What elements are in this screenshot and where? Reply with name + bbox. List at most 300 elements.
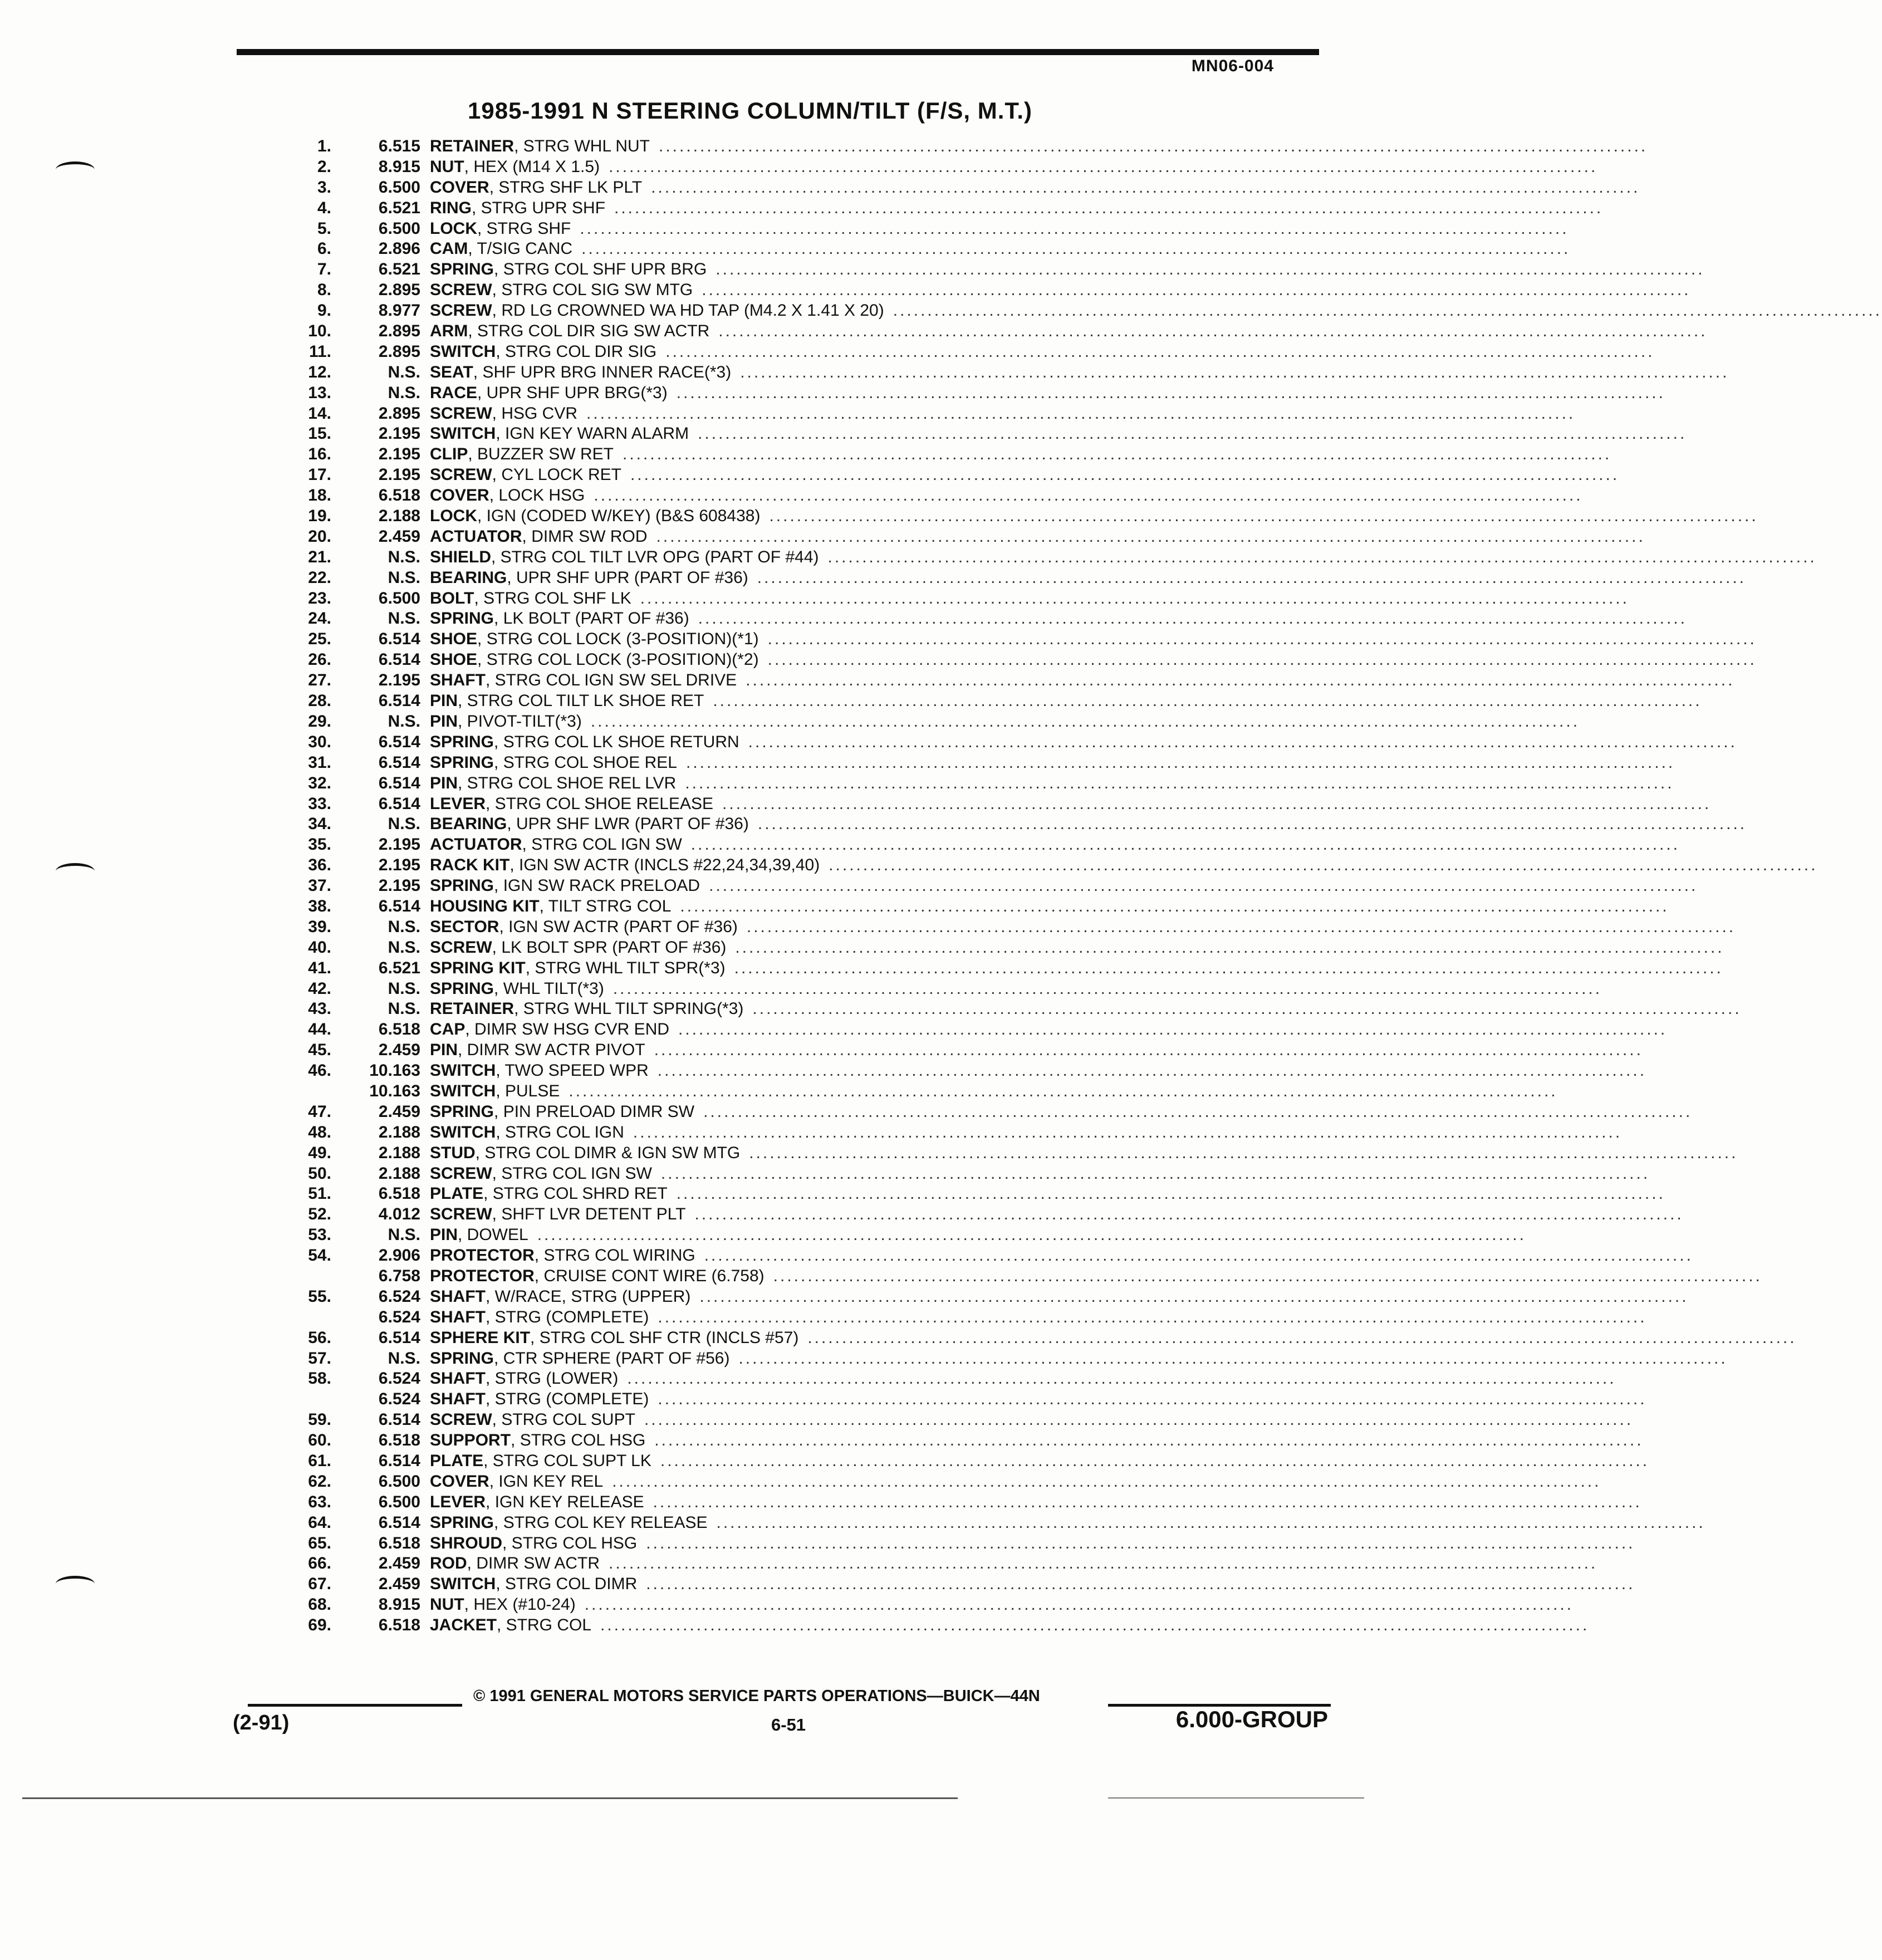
group-number: 6.524 [378,1307,420,1326]
part-name: PIN [430,712,458,731]
dot-leader: ................................................................................................................................................ [686,753,1675,772]
part-detail: , PIVOT-TILT(*3) [458,712,582,731]
part-name: SWITCH [430,1123,496,1141]
part-description [430,239,1571,259]
group-number: N.S. [388,979,420,998]
dot-leader: ................................................................................................................................................ [746,917,1736,936]
group-number: 6.524 [378,1390,420,1409]
dot-leader: ................................................................................................................................................ [757,568,1746,587]
part-name: SCREW [430,281,492,300]
group-number: 6.514 [378,794,420,813]
part-detail: , DIMR SW ROD [522,527,648,546]
dot-leader: ................................................................................................................................................ [734,958,1723,977]
part-row [290,1513,1705,1533]
part-description [430,1328,1797,1349]
dot-leader: ................................................................................................................................................ [654,1431,1644,1450]
group-number: 2.906 [378,1246,420,1265]
part-description [430,1430,1644,1451]
item-number: 57. [308,1349,331,1368]
item-number: 8. [317,281,331,300]
group-number: 6.500 [378,589,420,607]
part-detail: , STRG COL HSG [511,1431,646,1450]
part-detail: , STRG COL LK SHOE RETURN [494,732,739,751]
group-number: 4.012 [378,1205,420,1224]
item-number: 38. [308,896,331,915]
part-name: NUT [430,1595,464,1614]
group-number: 2.459 [378,527,420,546]
part-detail: , STRG COL KEY RELEASE [494,1513,708,1532]
part-description [430,280,1691,301]
part-name: SECTOR [430,917,499,936]
part-name: SPRING [430,876,494,895]
part-description [430,383,1665,404]
group-number: N.S. [388,383,420,402]
dot-leader: ................................................................................................................................................ [769,507,1758,526]
part-name: SWITCH [430,342,496,361]
part-detail: , STRG COL SHF LK [474,589,631,607]
part-description [430,1081,1558,1102]
part-name: SHAFT [430,671,486,690]
part-name: SPHERE KIT [430,1328,531,1347]
part-row [290,773,1674,794]
part-detail: , IGN KEY RELEASE [486,1492,644,1511]
dot-leader: ................................................................................................................................................ [651,178,1640,197]
group-number: 2.459 [378,1575,420,1594]
part-row [290,794,1712,815]
part-description [430,1184,1665,1204]
part-name: SEAT [430,362,473,381]
item-number: 11. [308,342,331,361]
part-detail: , DIMR SW ACTR PIVOT [458,1041,645,1060]
group-number: 6.524 [378,1369,420,1388]
part-description [430,219,1569,239]
dot-leader: ................................................................................................................................................ [773,1266,1762,1285]
part-description [430,465,1620,486]
part-row [290,938,1724,958]
part-row [290,198,1604,219]
part-name: PIN [430,1226,458,1244]
part-detail: , STRG COL IGN SW [492,1164,652,1183]
part-row [290,362,1729,383]
item-number: 29. [308,712,331,731]
item-number: 7. [317,260,331,279]
part-detail: , LK BOLT (PART OF #36) [494,609,689,628]
part-description [430,547,1817,568]
part-detail: , IGN SW ACTR (PART OF #36) [499,917,738,936]
dot-leader: ................................................................................................................................................ [644,1410,1634,1429]
part-name: SWITCH [430,1575,496,1594]
part-row [290,1266,1762,1287]
item-number: 21. [308,547,331,566]
item-number: 24. [308,609,331,628]
margin-mark [56,1576,95,1592]
part-detail: , PULSE [496,1081,560,1100]
group-number: N.S. [388,547,420,566]
item-number: 10. [308,322,331,341]
dot-leader: ................................................................................................................................................ [703,1102,1693,1121]
part-name: SHOE [430,650,478,669]
item-number: 19. [308,507,331,526]
part-row [290,465,1620,486]
part-description [430,589,1629,609]
part-detail: , DOWEL [458,1226,528,1244]
part-name: CAM [430,239,468,258]
part-name: NUT [430,157,464,176]
part-row [290,404,1576,424]
part-description [430,732,1737,753]
part-row [290,1143,1738,1164]
part-description [430,424,1687,444]
group-number: N.S. [388,917,420,936]
part-row [290,979,1602,999]
part-detail: , STRG COL SHOE REL LVR [458,773,677,792]
part-description [430,157,1598,178]
part-detail: , HEX (#10-24) [464,1595,576,1614]
item-number: 15. [308,424,331,443]
part-description [430,1040,1643,1061]
dot-leader: ................................................................................................................................................ [698,609,1687,628]
item-number: 3. [317,178,331,197]
group-number: N.S. [388,999,420,1018]
group-number: 2.195 [378,671,420,690]
dot-leader: ................................................................................................................................................ [665,342,1655,361]
dot-leader: ................................................................................................................................................ [694,1205,1684,1224]
part-description [430,896,1669,917]
part-description [430,1595,1574,1615]
dot-leader: ................................................................................................................................................ [735,938,1724,957]
dot-leader: ................................................................................................................................................ [718,322,1708,341]
part-detail: , STRG COL TILT LK SHOE RET [458,692,704,710]
part-name: PIN [430,692,458,710]
group-number: 2.459 [378,1554,420,1573]
part-detail: , STRG (COMPLETE) [486,1390,649,1409]
part-row [290,383,1665,404]
item-number: 41. [308,958,331,977]
part-name: ACTUATOR [430,835,522,854]
part-description [430,1204,1684,1225]
part-row [290,301,1882,321]
part-name: PIN [430,773,458,792]
part-detail: , STRG COL IGN SW [522,835,682,854]
part-description [430,404,1576,424]
group-number: 6.518 [378,1533,420,1552]
part-name: SCREW [430,404,492,423]
dot-leader: ................................................................................................................................................ [722,794,1712,813]
item-number: 37. [308,876,331,895]
part-detail: , DIMR SW HSG CVR END [465,1020,670,1039]
item-number: 61. [308,1452,331,1470]
part-detail: , STRG COL SHRD RET [483,1184,668,1203]
dot-leader: ................................................................................................................................................ [699,1287,1689,1306]
dot-leader: ................................................................................................................................................ [678,1020,1668,1039]
part-row [290,1451,1650,1472]
part-detail: , STRG (LOWER) [486,1369,619,1388]
part-row [290,1204,1684,1225]
item-number: 42. [308,979,331,998]
part-detail: , STRG COL [497,1616,592,1635]
part-description [430,1554,1598,1574]
part-row [290,691,1702,712]
item-number: 39. [308,917,331,936]
part-description [430,814,1747,835]
part-description [430,1164,1650,1184]
group-number: 2.195 [378,445,420,464]
part-detail: , STRG COL LOCK (3-POSITION)(*1) [477,630,759,649]
part-row [290,855,1818,876]
part-description [430,753,1675,773]
part-description [430,1349,1728,1369]
part-description [430,1246,1693,1266]
part-description [430,362,1729,383]
part-row [290,629,1757,650]
group-number: 6.521 [378,958,420,977]
part-description [430,527,1645,547]
group-number: 2.895 [378,342,420,361]
part-name: LEVER [430,794,486,813]
group-number: 6.514 [378,650,420,669]
part-name: PLATE [430,1452,484,1470]
part-row [290,650,1757,670]
part-detail: , DIMR SW ACTR [467,1554,600,1573]
part-row [290,527,1645,547]
part-row [290,1123,1623,1143]
group-number: 2.459 [378,1102,420,1121]
part-description [430,1410,1634,1430]
part-row [290,1574,1635,1595]
part-row [290,1102,1693,1123]
item-number: 44. [308,1020,331,1039]
group-number: N.S. [388,712,420,731]
part-row [290,136,1648,157]
part-name: SPRING [430,1102,494,1121]
margin-mark [56,863,95,879]
part-row [290,609,1687,629]
group-number: 6.518 [378,1616,420,1635]
part-detail: , STRG COL DIR SIG [496,342,657,361]
margin-mark [56,161,95,178]
part-row [290,999,1742,1020]
item-number: 58. [308,1369,331,1388]
item-number: 4. [317,198,331,217]
group-number: 6.518 [378,1431,420,1450]
part-detail: , SHF UPR BRG INNER RACE(*3) [473,362,732,381]
part-description [430,938,1724,958]
part-name: SHROUD [430,1533,503,1552]
part-detail: , STRG COL IGN SW SEL DRIVE [486,671,737,690]
part-name: SHAFT [430,1287,486,1306]
group-number: 2.896 [378,239,420,258]
part-row [290,1246,1693,1266]
part-detail: , PIN PRELOAD DIMR SW [494,1102,695,1121]
part-row [290,444,1612,465]
part-name: COVER [430,486,489,505]
item-number: 27. [308,671,331,690]
part-name: SHAFT [430,1390,486,1409]
dot-leader: ................................................................................................................................................ [646,1533,1635,1552]
part-description [430,198,1604,219]
dot-leader: ................................................................................................................................................ [614,198,1604,217]
group-number: 6.518 [378,1020,420,1039]
part-row [290,1225,1526,1246]
part-detail: , IGN SW ACTR (INCLS #22,24,34,39,40) [509,856,820,875]
dot-leader: ................................................................................................................................................ [680,896,1669,915]
group-number: 6.514 [378,1513,420,1532]
part-row [290,835,1680,855]
dot-leader: ................................................................................................................................................ [660,1452,1650,1470]
part-name: LOCK [430,219,477,238]
dot-leader: ................................................................................................................................................ [702,281,1691,300]
part-name: SPRING [430,1349,494,1368]
item-number: 64. [308,1513,331,1532]
group-number: 6.514 [378,773,420,792]
part-row [290,1040,1643,1061]
group-number: 2.895 [378,322,420,341]
part-name: HOUSING KIT [430,896,540,915]
item-number: 31. [308,753,331,772]
group-number: 6.514 [378,1410,420,1429]
part-detail: , STRG COL SHF UPR BRG [494,260,707,279]
group-label: 6.000-GROUP [1175,1706,1328,1732]
dot-leader: ................................................................................................................................................ [594,486,1583,505]
group-number: 6.524 [378,1287,420,1306]
part-description [430,1307,1647,1328]
part-row [290,239,1571,259]
part-row [290,259,1705,280]
dot-leader: ................................................................................................................................................ [612,979,1602,998]
part-row [290,1533,1635,1554]
dot-leader: ................................................................................................................................................ [738,1349,1728,1368]
item-number: 49. [308,1143,331,1162]
part-detail: , UPR SHF UPR BRG(*3) [477,383,668,402]
item-number: 67. [308,1575,331,1594]
part-description [430,979,1602,999]
item-number: 53. [308,1226,331,1244]
part-description [430,1143,1738,1164]
dot-leader: ................................................................................................................................................ [709,876,1698,895]
part-row [290,321,1708,342]
group-number: 2.195 [378,876,420,895]
part-row [290,486,1583,506]
part-description [430,1451,1650,1472]
part-detail: , STRG UPR SHF [472,198,606,217]
part-name: BEARING [430,568,507,587]
copyright-notice: © 1991 GENERAL MOTORS SERVICE PARTS OPERATIONS—BUICK—44N [473,1687,1040,1705]
part-detail: , STRG COL DIR SIG SW ACTR [468,322,710,341]
part-row [290,1287,1689,1307]
page-title: 1985-1991 N STEERING COLUMN/TILT (F/S, M.T.) [468,97,1033,124]
part-description [430,794,1712,815]
part-detail: , STRG COL WIRING [534,1246,695,1265]
part-description [430,1389,1647,1410]
bottom-rule [1108,1797,1364,1799]
item-number: 12. [308,362,331,381]
dot-leader: ................................................................................................................................................ [757,815,1747,834]
group-number: N.S. [388,1226,420,1244]
item-number: 30. [308,732,331,751]
part-name: SCREW [430,301,492,320]
group-number: 6.500 [378,1492,420,1511]
group-number: 2.895 [378,281,420,300]
part-description [430,259,1705,280]
part-row [290,1369,1616,1389]
part-name: SUPPORT [430,1431,511,1450]
group-number: 6.515 [378,137,420,155]
part-name: COVER [430,178,489,197]
part-name: RACK KIT [430,856,510,875]
dot-leader: ................................................................................................................................................ [749,1143,1738,1162]
group-number: 6.514 [378,1452,420,1470]
part-description [430,958,1723,979]
part-name: SPRING [430,732,494,751]
item-number: 54. [308,1246,331,1265]
part-detail: , STRG COL SUPT [492,1410,635,1429]
part-detail: , STRG (COMPLETE) [486,1307,649,1326]
part-detail: , STRG COL DIMR [496,1575,638,1594]
part-detail: , BUZZER SW RET [468,445,614,464]
part-detail: , W/RACE, STRG (UPPER) [486,1287,691,1306]
dot-leader: ................................................................................................................................................ [658,1307,1647,1326]
part-name: SPRING [430,260,494,279]
page-number: 6-51 [771,1715,806,1734]
part-description [430,1513,1705,1533]
group-number: 6.518 [378,1184,420,1203]
part-description [430,178,1640,198]
item-number: 22. [308,568,331,587]
part-description [430,1123,1623,1143]
part-detail: , RD LG CROWNED WA HD TAP (M4.2 X 1.41 X 20) [492,301,884,320]
part-description [430,486,1583,506]
group-number: 6.758 [378,1266,420,1285]
part-name: CLIP [430,445,468,464]
group-number: 6.500 [378,1472,420,1491]
part-detail: , LK BOLT SPR (PART OF #36) [492,938,727,957]
item-number: 13. [308,383,331,402]
dot-leader: ................................................................................................................................................ [633,1123,1623,1141]
part-detail: , STRG COL SHOE REL [494,753,677,772]
part-row [290,547,1817,568]
group-number: 6.514 [378,630,420,649]
part-name: RETAINER [430,999,514,1018]
part-row [290,1595,1574,1615]
group-number: 2.195 [378,465,420,484]
group-number: 2.895 [378,404,420,423]
part-row [290,1472,1601,1492]
group-number: N.S. [388,1349,420,1368]
part-name: SHOE [430,630,478,649]
part-row [290,712,1580,732]
dot-leader: ................................................................................................................................................ [653,1492,1642,1511]
part-detail: , IGN SW RACK PRELOAD [494,876,700,895]
part-description [430,1472,1601,1492]
dot-leader: ................................................................................................................................................ [698,424,1687,443]
item-number: 65. [308,1533,331,1552]
dot-leader: ................................................................................................................................................ [600,1616,1590,1635]
part-description [430,444,1612,465]
part-description [430,506,1758,527]
group-number: 2.195 [378,856,420,875]
part-row [290,178,1640,198]
group-number: 6.514 [378,1328,420,1347]
item-number: 1. [317,137,331,155]
item-number: 45. [308,1041,331,1060]
item-number: 35. [308,835,331,854]
part-description [430,1369,1616,1389]
group-number: 2.188 [378,1164,420,1183]
part-name: RETAINER [430,137,514,155]
part-name: SPRING KIT [430,958,526,977]
part-description [430,321,1708,342]
group-number: 6.518 [378,486,420,505]
